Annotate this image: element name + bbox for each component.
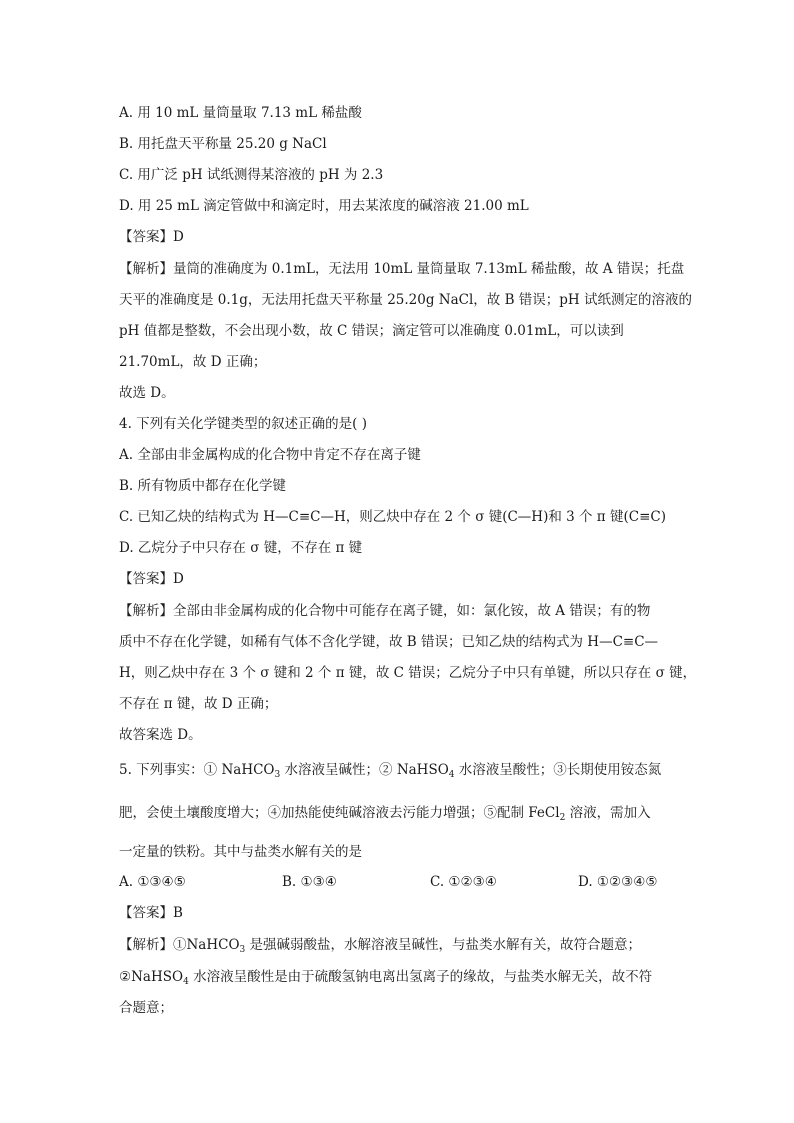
- q3-option-c: C. 用广泛 pH 试纸测得某溶液的 pH 为 2.3: [119, 167, 384, 183]
- q5-answer: 【答案】B: [119, 905, 183, 921]
- q4-conclusion: 故答案选 D。: [119, 727, 202, 743]
- q3-conclusion: 故选 D。: [119, 385, 175, 401]
- q4-option-c: C. 已知乙炔的结构式为 H—C≡C—H，则乙炔中存在 2 个 σ 键(C—H)和 3 个 π 键(C≡C): [119, 509, 666, 525]
- q5-stem-line-3: 一定量的铁粉。其中与盐类水解有关的是: [119, 844, 362, 860]
- q4-analysis-line-4: 不存在 π 键，故 D 正确；: [119, 696, 278, 712]
- q4-analysis-line-1: 【解析】全部由非金属构成的化合物中可能存在离子键，如：氯化铵，故 A 错误；有的物: [119, 603, 651, 619]
- q4-stem: 4. 下列有关化学键类型的叙述正确的是( ): [119, 416, 367, 432]
- q5-analysis-line-1: 【解析】①NaHCO$_3$ 是强碱弱酸盐，水解溶液呈碱性，与盐类水解有关，故符合题意；: [119, 937, 642, 955]
- q3-analysis-line-1: 【解析】量筒的准确度为 0.1mL，无法用 10mL 量筒量取 7.13mL 稀盐酸，故 A 错误；托盘: [119, 261, 685, 277]
- q4-analysis-line-2: 质中不存在化学键，如稀有气体不含化学键，故 B 错误；已知乙炔的结构式为 H—C≡C—: [119, 634, 659, 650]
- q5-stem-line-1: 5. 下列事实：① NaHCO$_3$ 水溶液呈碱性；② NaHSO$_4$ 水溶液呈酸性；③长期使用铵态氮: [119, 762, 662, 780]
- q3-option-a: A. 用 10 mL 量筒量取 7.13 mL 稀盐酸: [119, 105, 362, 121]
- q5-analysis-line-2: ②NaHSO$_4$ 水溶液呈酸性是由于硫酸氢钠电离出氢离子的缘故，与盐类水解无关，故不符: [119, 969, 653, 987]
- q4-option-d: D. 乙烷分子中只存在 σ 键，不存在 π 键: [119, 540, 363, 556]
- q3-analysis-line-2: 天平的准确度是 0.1g，无法用托盘天平称量 25.20g NaCl，故 B 错误；pH 试纸测定的溶液的: [119, 292, 692, 308]
- q5-stem-line-2: 肥，会使土壤酸度增大；④加热能使纯碱溶液去污能力增强；⑤配制 FeCl$_2$ 溶液，需加入: [119, 805, 651, 823]
- q3-option-d: D. 用 25 mL 滴定管做中和滴定时，用去某浓度的碱溶液 21.00 mL: [119, 198, 529, 214]
- q5-option-b: B. ①③④: [282, 874, 337, 890]
- q5-option-c: C. ①②③④: [430, 874, 497, 890]
- q4-option-b: B. 所有物质中都存在化学键: [119, 478, 287, 494]
- q3-option-b: B. 用托盘天平称量 25.20 g NaCl: [119, 136, 327, 152]
- q5-option-d: D. ①②③④⑤: [578, 874, 658, 890]
- q4-answer: 【答案】D: [119, 571, 184, 587]
- q3-answer: 【答案】D: [119, 229, 184, 245]
- q3-analysis-line-4: 21.70mL，故 D 正确；: [119, 354, 267, 370]
- q4-analysis-line-3: H，则乙炔中存在 3 个 σ 键和 2 个 π 键，故 C 错误；乙烷分子中只有单键，所以只存在 σ 键，: [119, 665, 697, 681]
- q5-analysis-line-3: 合题意；: [119, 1000, 173, 1016]
- q5-option-a: A. ①③④⑤: [119, 874, 186, 890]
- q3-analysis-line-3: pH 值都是整数，不会出现小数，故 C 错误；滴定管可以准确度 0.01mL，可以读到: [119, 323, 624, 339]
- q4-option-a: A. 全部由非金属构成的化合物中肯定不存在离子键: [119, 447, 421, 463]
